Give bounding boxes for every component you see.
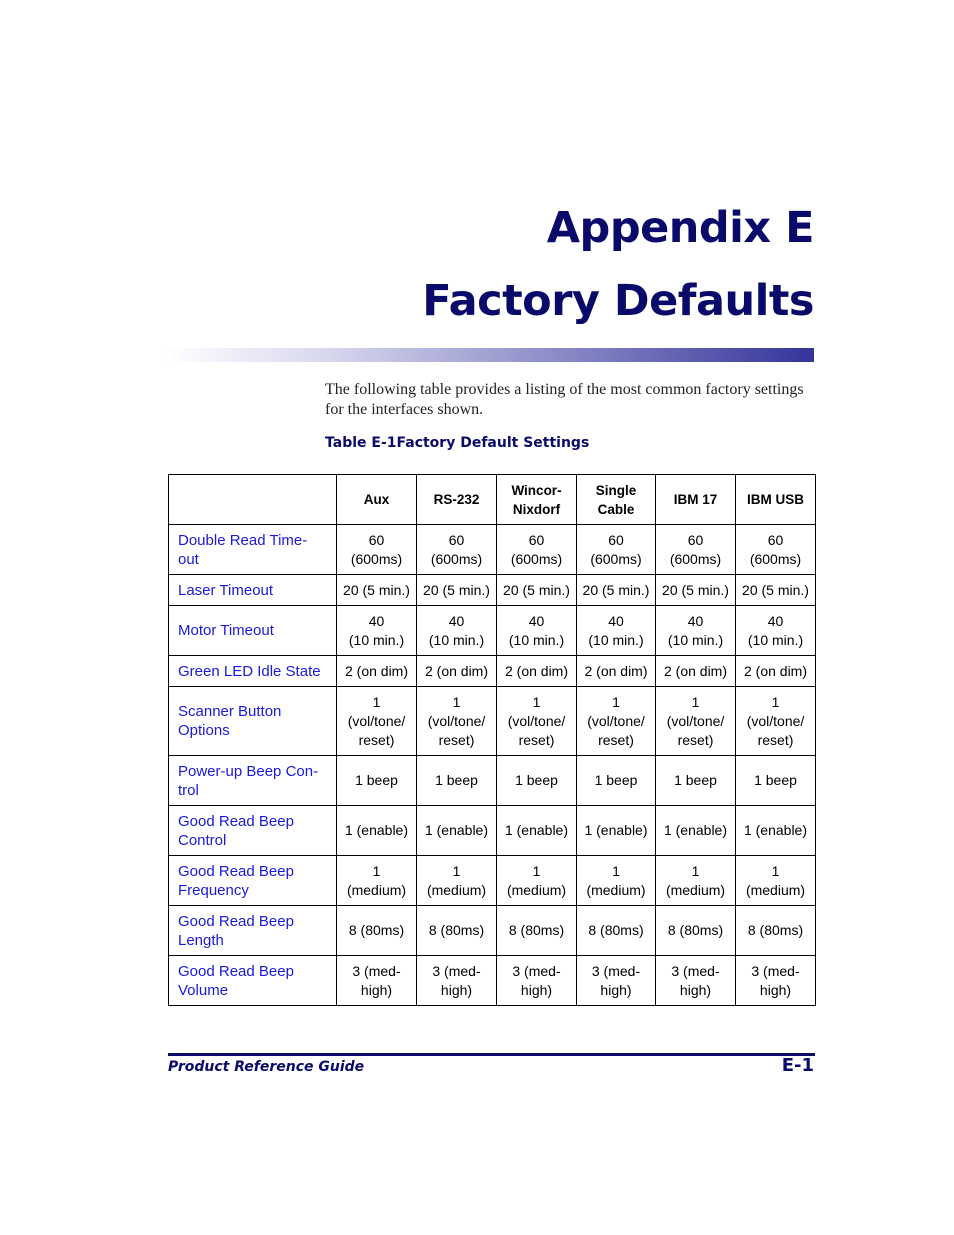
table-cell: 1 (enable)	[656, 806, 736, 856]
table-row	[169, 756, 816, 806]
table-cell: 1 beep	[417, 756, 497, 806]
table-cell: 20 (5 min.)	[656, 575, 736, 606]
setting-link[interactable]: Laser Timeout	[169, 575, 337, 606]
table-cell: 1 (enable)	[497, 806, 577, 856]
table-cell: 1 (medium)	[417, 856, 497, 906]
table-cell: 1 (medium)	[497, 856, 577, 906]
table-cell: 20 (5 min.)	[417, 575, 497, 606]
table-cell: 1 (vol/tone/ reset)	[497, 687, 577, 756]
table-cell: 60 (600ms)	[736, 525, 816, 575]
footer-guide-title: Product Reference Guide	[168, 1059, 365, 1075]
column-header-rs232: RS-232	[417, 475, 497, 525]
setting-link[interactable]: Good Read Beep Control	[169, 806, 337, 856]
table-cell: 8 (80ms)	[577, 906, 656, 956]
table-cell: 20 (5 min.)	[577, 575, 656, 606]
table-cell: 2 (on dim)	[656, 656, 736, 687]
table-cell: 20 (5 min.)	[497, 575, 577, 606]
table-cell: 8 (80ms)	[656, 906, 736, 956]
page-title-appendix: Appendix E	[546, 203, 814, 253]
table-cell: 3 (med- high)	[656, 956, 736, 1006]
table-cell: 3 (med- high)	[736, 956, 816, 1006]
page-number: E-1	[781, 1055, 814, 1076]
title-divider-bar	[165, 348, 814, 362]
footer-rule	[168, 1053, 815, 1056]
table-cell: 8 (80ms)	[337, 906, 417, 956]
table-cell: 20 (5 min.)	[337, 575, 417, 606]
table-cell: 1 (vol/tone/ reset)	[337, 687, 417, 756]
setting-link[interactable]: Scanner Button Options	[169, 687, 337, 756]
table-cell: 40 (10 min.)	[736, 606, 816, 656]
table-cell: 1 (vol/tone/ reset)	[577, 687, 656, 756]
table-row	[169, 687, 816, 756]
table-row	[169, 575, 816, 606]
table-cell: 60 (600ms)	[656, 525, 736, 575]
table-row	[169, 806, 816, 856]
factory-defaults-table	[168, 474, 816, 1006]
table-header-row	[169, 475, 816, 525]
table-cell: 40 (10 min.)	[417, 606, 497, 656]
table-cell: 40 (10 min.)	[337, 606, 417, 656]
table-cell: 1 (vol/tone/ reset)	[417, 687, 497, 756]
table-cell: 40 (10 min.)	[577, 606, 656, 656]
table-cell: 8 (80ms)	[497, 906, 577, 956]
table-cell: 2 (on dim)	[577, 656, 656, 687]
table-caption: Table E-1Factory Default Settings	[325, 435, 590, 451]
table-cell: 1 (medium)	[736, 856, 816, 906]
table-cell: 3 (med- high)	[417, 956, 497, 1006]
table-cell: 1 (medium)	[337, 856, 417, 906]
table-cell: 8 (80ms)	[736, 906, 816, 956]
page-title-chapter: Factory Defaults	[422, 276, 814, 326]
column-header-ibm-usb: IBM USB	[736, 475, 816, 525]
setting-link[interactable]: Good Read Beep Volume	[169, 956, 337, 1006]
table-row	[169, 956, 816, 1006]
setting-link[interactable]: Good Read Beep Length	[169, 906, 337, 956]
table-cell: 3 (med- high)	[337, 956, 417, 1006]
table-cell: 1 (enable)	[417, 806, 497, 856]
table-row	[169, 606, 816, 656]
table-cell: 40 (10 min.)	[497, 606, 577, 656]
table-cell: 2 (on dim)	[337, 656, 417, 687]
table-cell: 3 (med- high)	[497, 956, 577, 1006]
table-cell: 1 beep	[656, 756, 736, 806]
column-header-ibm-17: IBM 17	[656, 475, 736, 525]
table-cell: 1 (medium)	[656, 856, 736, 906]
table-cell: 1 (vol/tone/ reset)	[656, 687, 736, 756]
table-cell: 60 (600ms)	[417, 525, 497, 575]
table-row	[169, 906, 816, 956]
column-header-aux: Aux	[337, 475, 417, 525]
table-cell: 60 (600ms)	[337, 525, 417, 575]
table-cell: 20 (5 min.)	[736, 575, 816, 606]
table-cell: 1 beep	[337, 756, 417, 806]
table-cell: 2 (on dim)	[497, 656, 577, 687]
intro-paragraph: The following table provides a listing of the most common factory settings for the interfaces shown.	[325, 381, 804, 418]
table-cell: 1 (enable)	[736, 806, 816, 856]
table-cell: 40 (10 min.)	[656, 606, 736, 656]
column-header-setting	[169, 475, 337, 525]
table-cell: 1 (medium)	[577, 856, 656, 906]
column-header-single-cable: Single Cable	[577, 475, 656, 525]
setting-link[interactable]: Double Read Time- out	[169, 525, 337, 575]
table-cell: 60 (600ms)	[497, 525, 577, 575]
table-cell: 8 (80ms)	[417, 906, 497, 956]
table-row	[169, 856, 816, 906]
table-cell: 1 (enable)	[577, 806, 656, 856]
setting-link[interactable]: Green LED Idle State	[169, 656, 337, 687]
table-cell: 1 beep	[497, 756, 577, 806]
table-cell: 1 (enable)	[337, 806, 417, 856]
table-cell: 1 beep	[577, 756, 656, 806]
table-cell: 1 (vol/tone/ reset)	[736, 687, 816, 756]
table-row	[169, 525, 816, 575]
table-cell: 1 beep	[736, 756, 816, 806]
table-cell: 2 (on dim)	[417, 656, 497, 687]
column-header-wincor-nixdorf: Wincor- Nixdorf	[497, 475, 577, 525]
setting-link[interactable]: Motor Timeout	[169, 606, 337, 656]
setting-link[interactable]: Power-up Beep Con- trol	[169, 756, 337, 806]
table-cell: 2 (on dim)	[736, 656, 816, 687]
table-cell: 60 (600ms)	[577, 525, 656, 575]
setting-link[interactable]: Good Read Beep Frequency	[169, 856, 337, 906]
table-row	[169, 656, 816, 687]
table-cell: 3 (med- high)	[577, 956, 656, 1006]
